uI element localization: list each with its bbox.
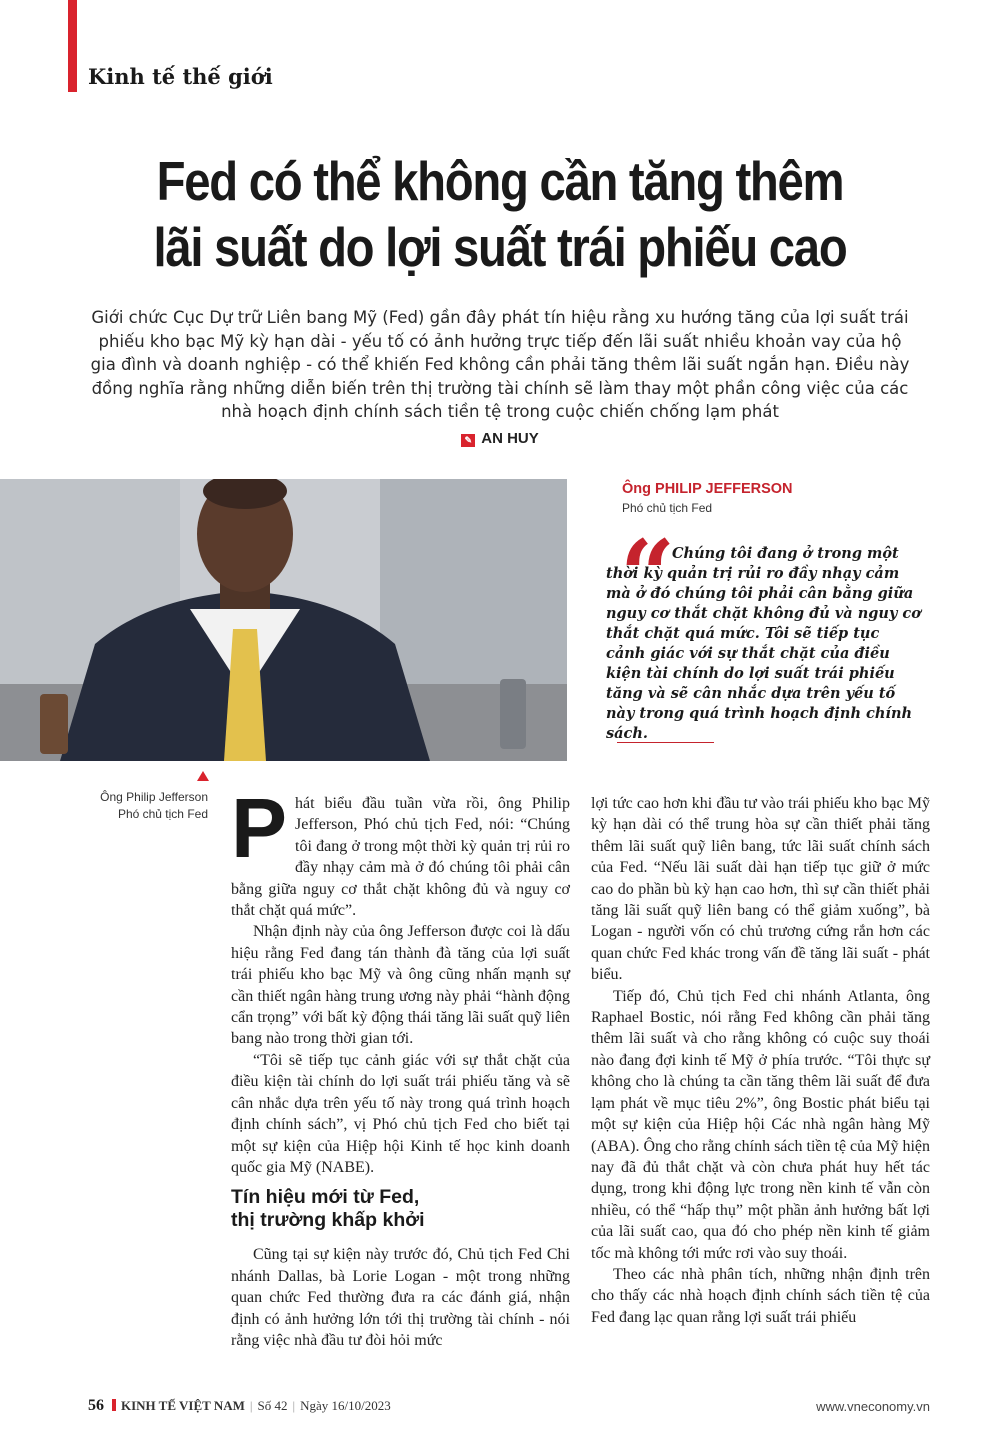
body-paragraph: Phát biểu đầu tuần vừa rồi, ông Philip Jefferson, Phó chủ tịch Fed, nói: “Chúng tôi đang ở trong một thời kỳ quản trị rủi ro đầy nhạy cảm mà ở đó chúng tôi phải cân bằng giữa nguy cơ thắt chặt không đủ và nguy cơ thắt chặt quá mức”. — [231, 781, 570, 920]
article-lead: Giới chức Cục Dự trữ Liên bang Mỹ (Fed) gần đây phát tín hiệu rằng xu hướng tăng của lợi suất trái phiếu kho bạc Mỹ kỳ hạn dài - yếu tố có ảnh hưởng trực tiếp đến lãi suất nhiều khoản vay của hộ gia đình và doanh nghiệp - có thể khiến Fed không cần phải tăng thêm lãi suất ngắn hạn. Điều này đồng nghĩa rằng những diễn biến trên thị trường tài chính sẽ làm thay một phần công việc của các nhà hoạch định chính sách tiền tệ trong cuộc chiến chống lạm phát — [90, 308, 910, 421]
author-byline — [0, 430, 1000, 447]
article-headline — [122, 148, 879, 280]
subheading-line-2: thị trường khấp khởi — [231, 1209, 425, 1232]
headline-line-1: Fed có thể không cần tăng thêm — [156, 150, 844, 212]
body-paragraph: Nhận định này của ông Jefferson được coi là dấu hiệu rằng Fed đang tán thành đà tăng của lợi suất trái phiếu kho bạc Mỹ và ông cũng nhấn mạnh sự cần thiết ngân hàng trung ương này phải “hành động cẩn trọng” với bất kỳ động thái tăng lãi suất quỹ liên bang nào trong thời gian tới. — [231, 923, 570, 1048]
pen-icon: ✎ — [461, 434, 475, 447]
photo-caption — [40, 789, 208, 823]
drop-cap: P — [231, 781, 288, 875]
quote-speaker-role: Phó chủ tịch Fed — [622, 501, 713, 515]
magazine-name: KINH TẾ VIỆT NAM — [121, 1398, 245, 1413]
quote-divider — [617, 742, 714, 743]
body-paragraph: “Tôi sẽ tiếp tục cảnh giác với sự thắt chặt của điều kiện tài chính do lợi suất trái phiếu tăng và sẽ cân nhắc dựa trên yếu tố này trong quá trình hoạch định chính sách”, vị Phó chủ tịch Fed cho biết tại một sự kiện của Hiệp hội Kinh tế học kinh doanh quốc gia Mỹ (NABE). — [231, 1051, 570, 1176]
quote-mark-icon: “ — [620, 519, 676, 632]
quote-speaker-name: Ông PHILIP JEFFERSON — [622, 481, 793, 497]
subheading-line-1: Tín hiệu mới từ Fed, — [231, 1186, 420, 1209]
body-paragraph: lợi tức cao hơn khi đầu tư vào trái phiếu kho bạc Mỹ kỳ hạn dài có thể trung hòa sự cần thiết phải tăng thêm lãi suất quỹ liên bang, tức lãi suất chính sách của Fed. “Nếu lãi suất dài hạn tiếp tục giữ ở mức cao do phần bù kỳ hạn cao hơn, thì sự cần thiết phải tăng lãi suất quỹ liên bang có thể giảm xuống”, bà Logan - người vốn có chủ trương cứng rắn hơn các quan chức Fed khác trong vấn đề tăng lãi suất - phát biểu. — [591, 795, 930, 984]
section-label: Kinh tế thế giới — [88, 64, 273, 89]
article-photo — [0, 479, 567, 761]
caption-name: Ông Philip Jefferson — [100, 790, 208, 804]
body-paragraph: Theo các nhà phân tích, những nhận định trên cho thấy các nhà hoạch định chính sách tiền tệ của Fed đang lạc quan rằng lợi suất trái phiếu — [591, 1265, 930, 1326]
body-paragraph: Cũng tại sự kiện này trước đó, Chủ tịch Fed Chi nhánh Dallas, bà Lorie Logan - một trong những quan chức Fed thường đưa ra các đánh giá, nhận định có ảnh hưởng lớn tới thị trường tài chính - nói rằng việc nhà đầu tư đòi hỏi mức — [231, 1246, 570, 1349]
caption-arrow-icon — [197, 771, 209, 781]
issue-date: Ngày 16/10/2023 — [300, 1398, 391, 1413]
page-footer: 56 KINH TẾ VIỆT NAM | Số 42 | Ngày 16/10/2023 — [88, 1397, 391, 1414]
author-name: AN HUY — [481, 430, 539, 447]
website-url: www.vneconomy.vn — [816, 1399, 930, 1414]
section-accent-bar — [68, 0, 77, 92]
footer-accent-bar — [112, 1399, 116, 1411]
section-subheading — [231, 1186, 570, 1232]
article-column-1 — [231, 781, 570, 1351]
portrait-illustration — [0, 479, 567, 761]
page-number: 56 — [88, 1397, 104, 1414]
pull-quote: Chúng tôi đang ở trong một thời kỳ quản trị rủi ro đầy nhạy cảm mà ở đó chúng tôi phải cân bằng giữa nguy cơ thắt chặt không đủ và nguy cơ thắt chặt quá mức. Tôi sẽ tiếp tục cảnh giác với sự thắt chặt của điều kiện tài chính do lợi suất trái phiếu tăng và sẽ cân nhắc dựa trên yếu tố này trong quá trình hoạch định chính sách. — [606, 545, 921, 742]
caption-role: Phó chủ tịch Fed — [117, 807, 208, 821]
issue-number: Số 42 — [257, 1398, 288, 1413]
headline-line-2: lãi suất do lợi suất trái phiếu cao — [153, 216, 847, 278]
body-paragraph: Tiếp đó, Chủ tịch Fed chi nhánh Atlanta, ông Raphael Bostic, nói rằng Fed không cần phải tăng thêm lãi suất và cho rằng không có cuộc suy thoái nào đang đợi kinh tế Mỹ ở phía trước. “Tôi thực sự không cho là chúng ta cần tăng thêm lãi suất để đưa lạm phát về mục tiêu 2%”, ông Bostic phát biểu tại một sự kiện của Hiệp hội Các nhà ngân hàng Mỹ (ABA). Ông cho rằng chính sách tiền tệ của Mỹ hiện nay đã đủ thắt chặt và còn chưa phát huy hết tác dụng, trong khi động lực trong nền kinh tế vẫn còn nhiều, có thể “hấp thụ” một phần ảnh hưởng bất lợi của lãi suất cao, qua đó cho phép nền kinh tế giảm tốc mà không tới mức rơi vào suy thoái. — [591, 987, 931, 1262]
article-column-2 — [591, 793, 930, 1328]
